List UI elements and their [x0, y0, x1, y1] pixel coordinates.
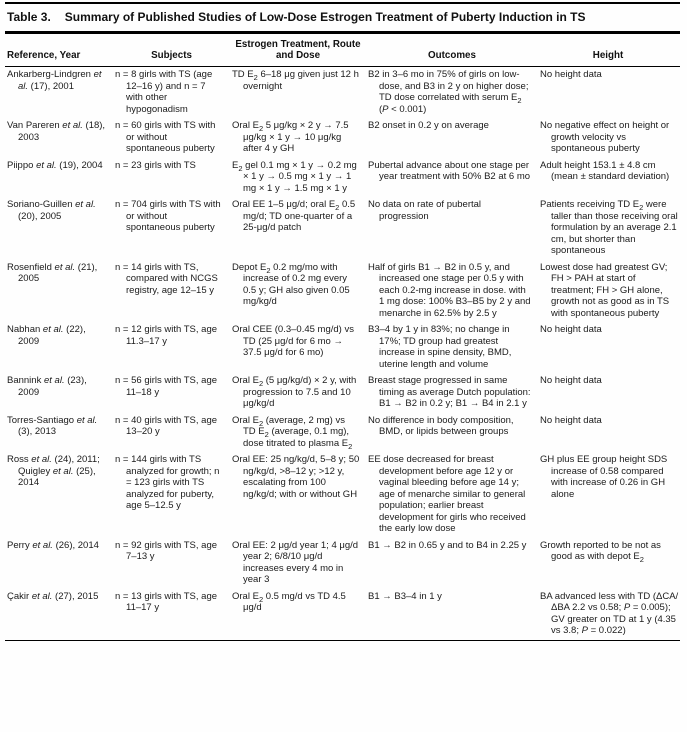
table-row — [5, 452, 680, 538]
cell-subjects: n = 13 girls with TS, age 11–17 y — [115, 590, 218, 613]
cell-outcomes: Pubertal advance about one stage per year treatment with 50% B2 at 6 mo — [368, 159, 531, 182]
cell-outcomes: Breast stage progressed in same timing as average Dutch population: B1 → B2 in 0.2 y; B1 → B4 in 2.1 y — [368, 375, 531, 409]
table-row — [5, 118, 680, 158]
cell-height: No negative effect on height or growth velocity vs spontaneous puberty — [540, 120, 670, 154]
cell-treatment: Oral $E_2$ 0.5 mg/d vs TD 4.5 μg/d — [232, 590, 346, 613]
cell-treatment: Oral EE: 25 ng/kg/d, 5–8 y; 50 ng/kg/d, >8–12 y; >12 y, escalating from 100 ng/kg/d; with or without GH — [232, 454, 360, 500]
cell-outcomes: No data on rate of pubertal progression — [368, 199, 482, 222]
cell-height: Growth reported to be not as good as with depot $E_2$ — [540, 539, 661, 564]
column-header-treatment: Estrogen Treatment, Route and Dose — [235, 39, 361, 61]
cell-subjects: n = 92 girls with TS, age 7–13 y — [115, 539, 218, 562]
cell-outcomes: EE dose decreased for breast development before age 12 y or vaginal bleeding before age 14 y; age of menarche similar to general population; earlier breast development for girls who received the early low dose — [368, 454, 526, 534]
cell-treatment: Oral $E_2$ (5 μg/kg/d) × 2 y, with progression to 7.5 and 10 μg/kg/d — [232, 375, 357, 409]
table-title-bar — [5, 2, 680, 34]
cell-subjects: n = 60 girls with TS with or without spontaneous puberty — [115, 120, 216, 154]
cell-subjects: n = 8 girls with TS (age 12–16 y) and n = 7 with other hypogonadism — [115, 69, 213, 115]
cell-subjects: n = 56 girls with TS, age 11–18 y — [115, 375, 218, 398]
table-row — [5, 197, 680, 260]
cell-subjects: n = 12 girls with TS, age 11.3–17 y — [115, 324, 218, 347]
table-row — [5, 158, 680, 198]
table-row — [5, 260, 680, 323]
cell-reference: Rosenfield et al. (21), 2005 — [7, 261, 98, 284]
cell-outcomes: B2 onset in 0.2 y on average — [368, 120, 489, 131]
cell-reference: Perry et al. (26), 2014 — [7, 539, 99, 551]
cell-treatment: $E_2$ gel 0.1 mg × 1 y → 0.2 mg × 1 y → 0.5 mg × 1 y → 1 mg × 1 y → 1.5 mg × 1 y — [232, 159, 357, 194]
cell-treatment: Oral EE: 2 μg/d year 1; 4 μg/d year 2; 6/8/10 μg/d increases every 4 mo in year 3 — [232, 539, 359, 585]
cell-height: No height data — [540, 414, 602, 426]
studies-table — [5, 34, 680, 641]
cell-subjects: n = 40 girls with TS, age 13–20 y — [115, 414, 218, 437]
table-number: Table 3. — [7, 10, 51, 24]
cell-reference: Ross et al. (24), 2011; Quigley et al. (25), 2014 — [7, 454, 100, 488]
cell-treatment: Oral $E_2$ 5 μg/kg × 2 y → 7.5 μg/kg × 1 y → 10 μg/kg after 4 y GH — [232, 120, 349, 154]
table-row — [5, 373, 680, 413]
cell-reference: Çakir et al. (27), 2015 — [7, 590, 99, 602]
cell-reference: Torres-Santiago et al. (3), 2013 — [7, 414, 98, 437]
cell-outcomes: B1 → B2 in 0.65 y and to B4 in 2.25 y — [368, 539, 527, 551]
cell-height: Patients receiving TD $E_2$ were taller than those receiving oral formulation by an average 2.1 cm, but shorter than spontaneous — [540, 199, 678, 256]
table-caption: Summary of Published Studies of Low-Dose Estrogen Treatment of Puberty Induction in TS — [64, 10, 586, 24]
column-header-subjects: Subjects — [151, 50, 192, 61]
cell-height: No height data — [540, 69, 602, 80]
cell-treatment: Oral $E_2$ (average, 2 mg) vs TD $E_2$ (average, 0.1 mg), dose titrated to plasma $E_2$ — [232, 414, 353, 451]
cell-outcomes: B1 → B3–4 in 1 y — [368, 590, 442, 602]
cell-height: Adult height 153.1 ± 4.8 cm (mean ± standard deviation) — [540, 159, 670, 182]
cell-reference: Van Pareren et al. (18), 2003 — [7, 120, 106, 143]
table-row — [5, 589, 680, 641]
table-row — [5, 322, 680, 373]
cell-subjects: n = 704 girls with TS with or without spontaneous puberty — [115, 199, 221, 233]
column-header-height: Height — [592, 50, 624, 61]
cell-reference: Nabhan et al. (22), 2009 — [7, 324, 86, 347]
column-header-outcomes: Outcomes — [428, 50, 476, 61]
header-row — [5, 34, 680, 67]
cell-reference: Ankarberg-Lindgren et al. (17), 2001 — [7, 69, 102, 92]
cell-height: GH plus EE group height SDS increase of 0.58 compared with increase of 0.26 in GH alone — [540, 454, 668, 500]
cell-outcomes: B2 in 3–6 mo in 75% of girls on low-dose, and B3 in 2 y on higher dose; TD dose correlated with serum $E_2$ (P < 0.001) — [368, 69, 529, 115]
cell-outcomes: No difference in body composition, BMD, or lipids between groups — [368, 414, 514, 437]
table-row — [5, 538, 680, 589]
cell-outcomes: B3–4 by 1 y in 83%; no change in 17%; TD group had greatest increase in spine density, BMD, uterine length and volume — [368, 324, 512, 370]
cell-treatment: Oral CEE (0.3–0.45 mg/d) vs TD (25 μg/d for 6 mo → 37.5 μg/d for 6 mo) — [232, 324, 354, 358]
cell-outcomes: Half of girls B1 → B2 in 0.5 y, and increased one stage per 0.5 y with each 0.2-mg increase in dose. with 1 mg dose: 100% B3–B5 by 2 y and menarche in 62.5% by 2.5 y — [368, 261, 531, 319]
cell-reference: Bannink et al. (23), 2009 — [7, 375, 87, 398]
cell-treatment: Depot $E_2$ 0.2 mg/mo with increase of 0.2 mg every 0.5 y; GH also given 0.05 mg/kg/d — [232, 261, 350, 307]
table-row — [5, 413, 680, 453]
column-header-reference: Reference, Year — [7, 50, 81, 61]
table-body — [5, 67, 680, 641]
cell-reference: Soriano-Guillen et al. (20), 2005 — [7, 199, 96, 222]
cell-reference: Piippo et al. (19), 2004 — [7, 159, 103, 171]
cell-height: No height data — [540, 324, 602, 335]
cell-height: No height data — [540, 375, 602, 386]
cell-treatment: Oral EE 1–5 μg/d; oral $E_2$ 0.5 mg/d; TD one-quarter of a 25-μg/d patch — [232, 199, 356, 233]
table-header — [5, 34, 680, 67]
cell-subjects: n = 23 girls with TS — [115, 159, 196, 171]
cell-height: Lowest dose had greatest GV; FH > PAH at start of treatment; FH > GH alone, growth not as good as in TS with spontaneous puberty — [540, 261, 670, 319]
cell-treatment: TD $E_2$ 6–18 μg given just 12 h overnight — [232, 69, 359, 92]
cell-height: BA advanced less with TD (ΔCA/ΔBA 2.2 vs 0.58; P = 0.005); GV greater on TD at 1 y (4.35 vs 3.8; P = 0.022) — [540, 590, 679, 636]
cell-subjects: n = 144 girls with TS analyzed for growth; n = 123 girls with TS analyzed for puberty, age 5–12.5 y — [115, 454, 220, 511]
table-row — [5, 67, 680, 119]
cell-subjects: n = 14 girls with TS, compared with NCGS registry, age 12–15 y — [115, 261, 218, 296]
